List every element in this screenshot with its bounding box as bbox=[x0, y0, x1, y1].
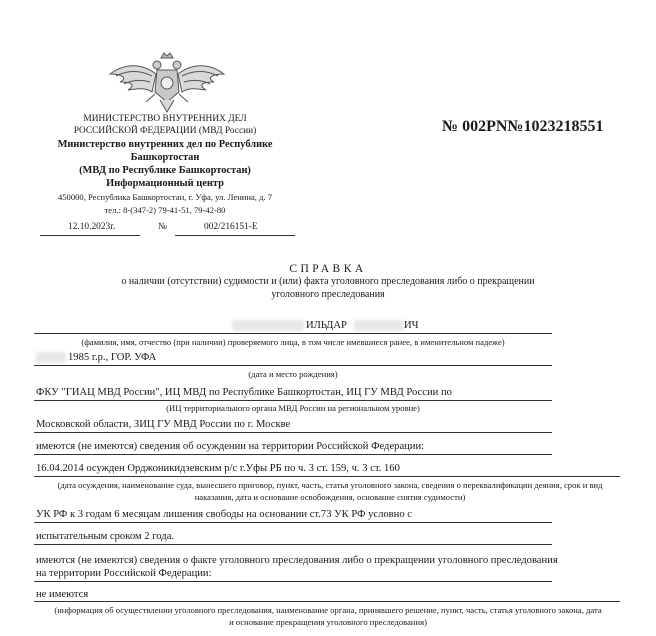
agency-line2: Московской области, ЗИЦ ГУ МВД России по г. Москве bbox=[36, 419, 291, 430]
document-title: СПРАВКА bbox=[289, 263, 367, 275]
regional-ministry-line1: Министерство внутренних дел по Республике bbox=[57, 139, 273, 150]
name-caption: (фамилия, имя, отчество (при наличии) проверяемого лица, в том числе имевшиеся ранее, в именительном падеже) bbox=[81, 337, 505, 347]
prosecution-label-line1: имеются (не имеются) сведения о факте уголовного преследования либо о прекращении уголовного преследования bbox=[36, 555, 558, 566]
document-subtitle-line2: уголовного преследования bbox=[271, 289, 385, 300]
conviction-entry-line3: испытательным сроком 2 года. bbox=[36, 531, 175, 542]
redacted-patronymic bbox=[354, 320, 404, 331]
ministry-name-line1: МИНИСТЕРСТВО ВНУТРЕННИХ ДЕЛ bbox=[83, 114, 247, 124]
person-first-name: ИЛЬДАР bbox=[306, 320, 347, 331]
conviction-caption-line2: наказания, дата и основание освобождения, основание снятия судимости) bbox=[194, 492, 466, 502]
prosecution-value: не имеются bbox=[36, 589, 89, 600]
number-sign: № bbox=[158, 222, 167, 232]
agency-line1: ФКУ "ГИАЦ МВД России", ИЦ МВД по Республике Башкортостан, ИЦ ГУ МВД России по bbox=[36, 387, 452, 398]
prosecution-caption-line1: (информация об осуществлении уголовного преследования, наименование органа, принявшего решение, пункт, часть, статья уголовного закона, дата bbox=[54, 605, 602, 615]
conviction-entry-line2: УК РФ к 3 годам 6 месяцам лишения свободы на основании ст.73 УК РФ условно с bbox=[36, 509, 412, 520]
document-subtitle-line1: о наличии (отсутствии) судимости и (или) факта уголовного преследования либо о прекращении bbox=[121, 276, 535, 287]
person-patronymic-suffix: ИЧ bbox=[404, 320, 419, 331]
emblem-icon bbox=[108, 52, 226, 114]
outgoing-number: 002/216151-Е bbox=[204, 222, 258, 232]
birth-caption: (дата и место рождения) bbox=[248, 369, 338, 379]
regional-ministry-line2: Башкортостан bbox=[130, 152, 200, 163]
conviction-caption-line1: (дата осуждения, наименование суда, вынесшего приговор, пункт, часть, статья уголовного закона, сведения о переквалификации деяния, срок и вид bbox=[57, 480, 603, 490]
document-number: № 002РN№1023218551 bbox=[442, 118, 604, 135]
agency-caption: (ИЦ территориального органа МВД России на региональном уровне) bbox=[166, 403, 420, 413]
phone: тел.: 8-(347-2) 79-41-51, 79-42-80 bbox=[104, 205, 226, 215]
prosecution-label-line2: на территории Российской Федерации: bbox=[36, 568, 212, 579]
conviction-entry-line1: 16.04.2014 осужден Орджоникидзевским р/с г.Уфы РБ по ч. 3 ст. 159, ч. 3 ст. 160 bbox=[36, 463, 400, 474]
redacted-surname bbox=[232, 320, 304, 331]
ministry-name-line2: РОССИЙСКОЙ ФЕДЕРАЦИИ (МВД России) bbox=[73, 126, 257, 136]
redacted-birth-date bbox=[36, 352, 66, 363]
issue-date: 12.10.2023г. bbox=[68, 222, 116, 232]
convictions-label: имеются (не имеются) сведения об осуждении на территории Российской Федерации: bbox=[36, 441, 425, 452]
prosecution-caption-line2: и основание прекращения уголовного преследования) bbox=[229, 617, 427, 627]
information-center: Информационный центр bbox=[106, 178, 224, 189]
address: 450000, Республика Башкортостан, г. Уфа, ул. Ленина, д. 7 bbox=[57, 192, 273, 202]
birth-info: 1985 г.р., ГОР. УФА bbox=[68, 352, 157, 363]
regional-ministry-line3: (МВД по Республике Башкортостан) bbox=[79, 165, 251, 176]
